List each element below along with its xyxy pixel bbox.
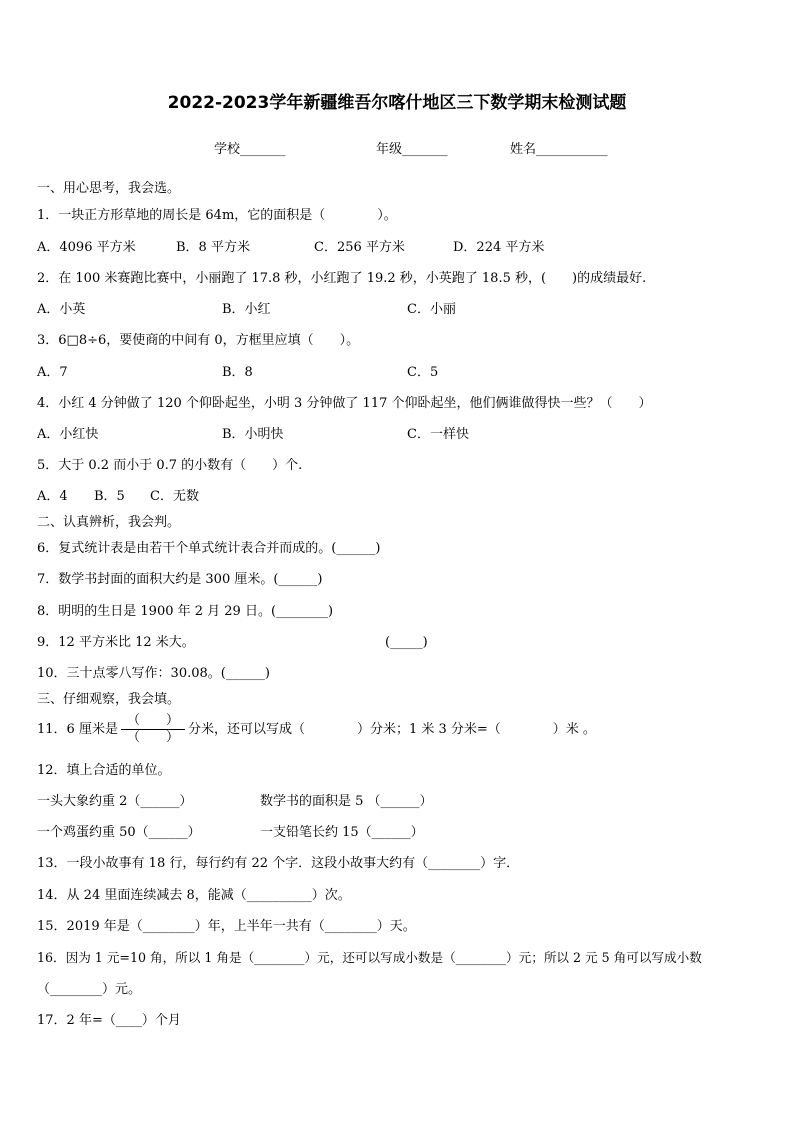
name-field[interactable] [510,142,608,158]
q11-suffix: 分米，还可以写成（ ）分米；1 米 3 分米=（ ）米 。 [187,722,596,737]
q2-option-a[interactable]: A．小英 [37,302,86,317]
section-3-heading: 三、仔细观察，我会填。 [37,692,181,707]
q2-option-b[interactable]: B．小红 [222,302,271,317]
q3-option-b[interactable]: B．8 [222,365,253,380]
question-13[interactable]: 13．一段小故事有 18 行，每行约有 22 个字．这段小故事大约有（________）字． [37,856,520,871]
q1-option-b[interactable]: B．8 平方米 [176,240,250,255]
q11-numerator[interactable]: （ ） [121,713,185,730]
question-5: 5．大于 0.2 而小于 0.7 的小数有（ ）个. [37,458,303,473]
section-1-heading: 一、用心思考，我会选。 [37,181,181,196]
question-6[interactable]: 6．复式统计表是由若干个单式统计表合并而成的。(______) [37,541,381,556]
page-title: 2022-2023学年新疆维吾尔喀什地区三下数学期末检测试题 [167,93,627,113]
q12-item-egg[interactable]: 一个鸡蛋约重 50（______） [37,825,201,840]
question-16-line-1[interactable]: 16．因为 1 元=10 角，所以 1 角是（________）元，还可以写成小数是（________）元；所以 2 元 5 角可以写成小数 [37,950,702,965]
q3-option-a[interactable]: A．7 [37,365,68,380]
q11-prefix: 11．6 厘米是 [37,722,118,737]
q3-option-c[interactable]: C．5 [407,365,439,380]
school-label: 学校 [214,142,241,157]
question-12: 12．填上合适的单位。 [37,763,171,778]
q1-option-c[interactable]: C．256 平方米 [314,240,405,255]
question-16-line-2[interactable]: （________）元。 [37,982,142,997]
q11-denominator[interactable]: （ ） [126,730,179,745]
grade-label: 年级 [376,142,403,157]
q9-answer-blank[interactable]: (_____) [385,635,428,650]
question-9: 9．12 平方米比 12 米大。 [37,635,195,650]
grade-blank[interactable]: _______ [402,142,448,157]
q1-option-d[interactable]: D．224 平方米 [453,240,545,255]
q5-option-a[interactable]: A．4 [37,489,68,504]
question-3: 3．6□8÷6，要使商的中间有 0，方框里应填（ ）。 [37,333,360,348]
question-1: 1．一块正方形草地的周长是 64m，它的面积是（ ）。 [37,208,397,223]
question-2: 2．在 100 米赛跑比赛中，小丽跑了 17.8 秒，小红跑了 19.2 秒，小英跑了 18.5 秒，( )的成绩最好. [37,271,647,286]
q1-option-a[interactable]: A．4096 平方米 [37,240,136,255]
q5-option-c[interactable]: C．无数 [150,489,199,504]
question-17[interactable]: 17．2 年=（____）个月 [37,1013,181,1028]
q4-option-a[interactable]: A．小红快 [37,427,99,442]
grade-field[interactable] [376,142,448,158]
question-10[interactable]: 10．三十点零八写作：30.08。(______) [37,666,270,681]
q11-fraction[interactable] [121,713,185,746]
question-14[interactable]: 14．从 24 里面连续减去 8，能减（__________）次。 [37,888,351,903]
question-15[interactable]: 15．2019 年是（________）年，上半年一共有（________）天。 [37,919,416,934]
school-field[interactable] [214,142,286,158]
q12-item-elephant[interactable]: 一头大象约重 2（______） [37,794,193,809]
name-label: 姓名 [510,142,537,157]
name-blank[interactable]: ___________ [536,142,608,157]
section-2-heading: 二、认真辨析，我会判。 [37,515,181,530]
school-blank[interactable]: _______ [240,142,286,157]
q12-item-pencil[interactable]: 一支铅笔长约 15（______） [260,825,424,840]
question-4: 4．小红 4 分钟做了 120 个仰卧起坐，小明 3 分钟做了 117 个仰卧起坐，他们俩谁做得快一些？（ ） [37,396,652,411]
q12-item-book-area[interactable]: 数学书的面积是 5 （______） [260,794,433,809]
q4-option-c[interactable]: C．一样快 [407,427,469,442]
question-8[interactable]: 8．明明的生日是 1900 年 2 月 29 日。(________) [37,604,334,619]
q4-option-b[interactable]: B．小明快 [222,427,284,442]
q5-option-b[interactable]: B．5 [94,489,125,504]
question-7[interactable]: 7．数学书封面的面积大约是 300 厘米。(______) [37,572,323,587]
q2-option-c[interactable]: C．小丽 [407,302,456,317]
question-11 [37,713,596,746]
